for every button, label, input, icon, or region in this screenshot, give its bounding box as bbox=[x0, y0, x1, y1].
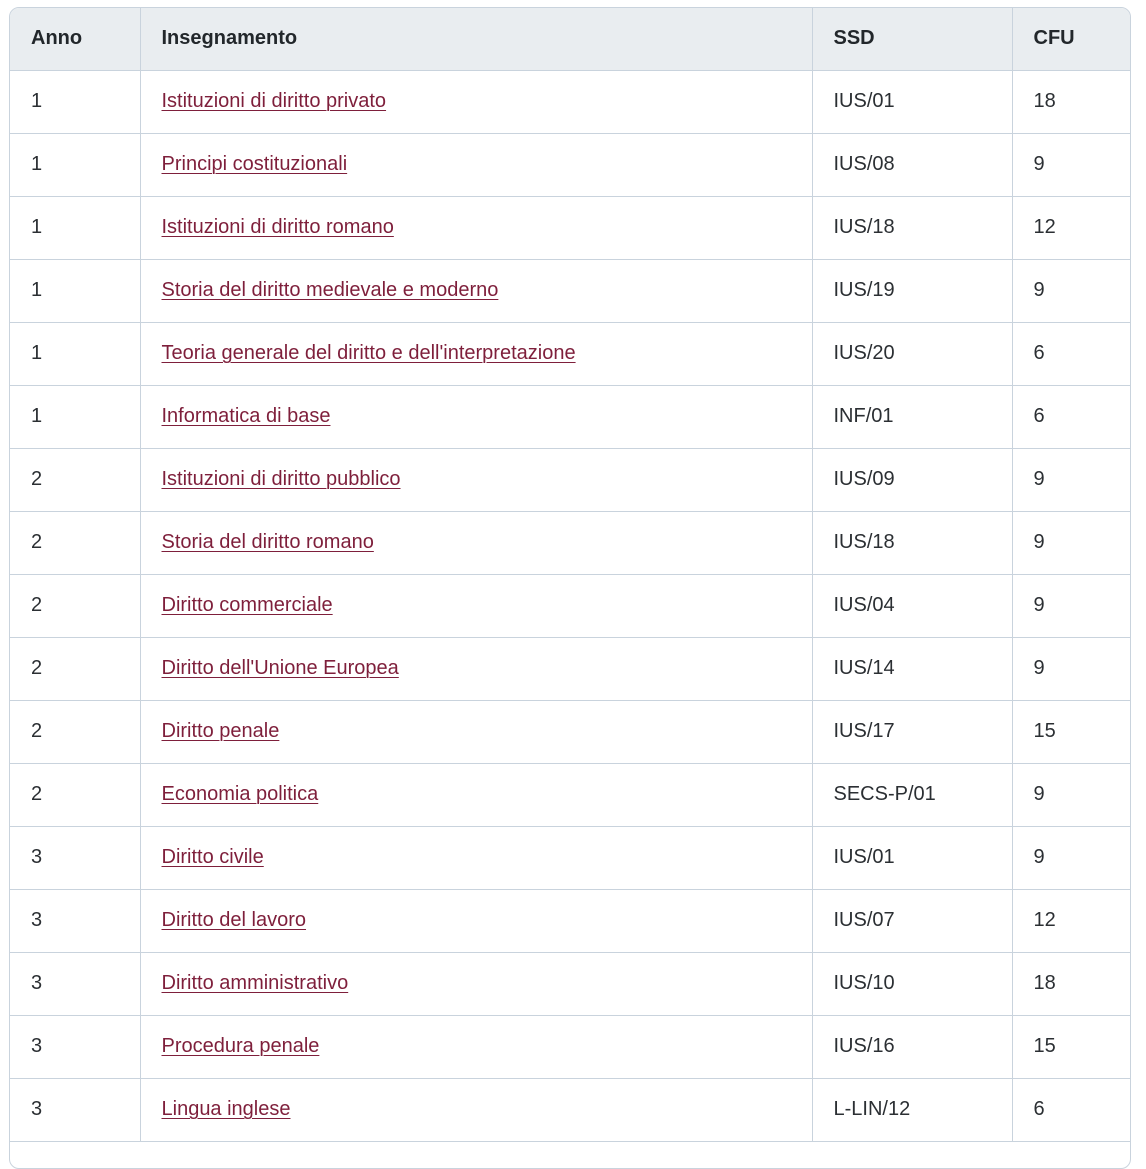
cell-ssd: IUS/19 bbox=[812, 259, 1012, 322]
cell-anno: 2 bbox=[10, 574, 140, 637]
cell-insegnamento bbox=[140, 70, 812, 133]
cell-cfu: 6 bbox=[1012, 1078, 1130, 1141]
cell-ssd: IUS/09 bbox=[812, 448, 1012, 511]
table-row bbox=[10, 952, 1130, 1015]
cell-anno: 2 bbox=[10, 637, 140, 700]
cell-cfu: 12 bbox=[1012, 889, 1130, 952]
cell-cfu: 6 bbox=[1012, 322, 1130, 385]
cell-insegnamento bbox=[140, 574, 812, 637]
cell-anno: 1 bbox=[10, 259, 140, 322]
cell-anno: 3 bbox=[10, 889, 140, 952]
cell-insegnamento bbox=[140, 448, 812, 511]
cell-ssd: IUS/01 bbox=[812, 70, 1012, 133]
cell-cfu: 12 bbox=[1012, 196, 1130, 259]
course-link[interactable]: Informatica di base bbox=[161, 405, 331, 427]
course-link[interactable]: Lingua inglese bbox=[161, 1098, 291, 1120]
table-row bbox=[10, 322, 1130, 385]
table-row bbox=[10, 385, 1130, 448]
course-link[interactable]: Teoria generale del diritto e dell'interpretazione bbox=[161, 342, 576, 364]
column-header-cfu: CFU bbox=[1012, 8, 1130, 70]
cell-cfu: 9 bbox=[1012, 637, 1130, 700]
cell-anno: 1 bbox=[10, 133, 140, 196]
cell-ssd: IUS/18 bbox=[812, 196, 1012, 259]
column-header-insegnamento: Insegnamento bbox=[140, 8, 812, 70]
cell-ssd: IUS/16 bbox=[812, 1015, 1012, 1078]
cell-ssd: IUS/01 bbox=[812, 826, 1012, 889]
cell-cfu: 9 bbox=[1012, 763, 1130, 826]
cell-anno: 2 bbox=[10, 700, 140, 763]
course-link[interactable]: Storia del diritto medievale e moderno bbox=[161, 279, 499, 301]
cell-ssd: INF/01 bbox=[812, 385, 1012, 448]
course-link[interactable]: Storia del diritto romano bbox=[161, 531, 374, 553]
cell-ssd: SECS-P/01 bbox=[812, 763, 1012, 826]
course-link[interactable]: Istituzioni di diritto privato bbox=[161, 90, 387, 112]
course-link[interactable]: Diritto civile bbox=[161, 846, 264, 868]
table-row bbox=[10, 1078, 1130, 1141]
cell-ssd: IUS/10 bbox=[812, 952, 1012, 1015]
cell-anno: 3 bbox=[10, 1078, 140, 1141]
cell-anno: 3 bbox=[10, 1015, 140, 1078]
cell-cfu: 9 bbox=[1012, 826, 1130, 889]
cell-cfu: 18 bbox=[1012, 952, 1130, 1015]
course-link[interactable]: Diritto amministrativo bbox=[161, 972, 349, 994]
cell-ssd: IUS/04 bbox=[812, 574, 1012, 637]
cell-ssd: IUS/17 bbox=[812, 700, 1012, 763]
cell-cfu: 18 bbox=[1012, 70, 1130, 133]
table-row bbox=[10, 826, 1130, 889]
cell-insegnamento bbox=[140, 385, 812, 448]
course-link[interactable]: Diritto dell'Unione Europea bbox=[161, 657, 399, 679]
cell-insegnamento bbox=[140, 259, 812, 322]
cell-ssd: IUS/18 bbox=[812, 511, 1012, 574]
cell-anno: 3 bbox=[10, 952, 140, 1015]
cell-cfu: 15 bbox=[1012, 1015, 1130, 1078]
cell-cfu: 9 bbox=[1012, 259, 1130, 322]
cell-cfu: 6 bbox=[1012, 385, 1130, 448]
course-link[interactable]: Diritto commerciale bbox=[161, 594, 333, 616]
table-row bbox=[10, 574, 1130, 637]
cell-ssd: IUS/20 bbox=[812, 322, 1012, 385]
table-row bbox=[10, 763, 1130, 826]
header-row bbox=[10, 8, 1130, 70]
table-row bbox=[10, 1015, 1130, 1078]
cell-insegnamento bbox=[140, 763, 812, 826]
cell-anno: 2 bbox=[10, 763, 140, 826]
cell-ssd: IUS/14 bbox=[812, 637, 1012, 700]
cell-insegnamento bbox=[140, 322, 812, 385]
course-link[interactable]: Istituzioni di diritto romano bbox=[161, 216, 394, 238]
cell-anno: 2 bbox=[10, 448, 140, 511]
cell-ssd: IUS/08 bbox=[812, 133, 1012, 196]
cell-cfu: 9 bbox=[1012, 511, 1130, 574]
cell-ssd: L-LIN/12 bbox=[812, 1078, 1012, 1141]
cell-insegnamento bbox=[140, 700, 812, 763]
table-row bbox=[10, 259, 1130, 322]
course-link[interactable]: Procedura penale bbox=[161, 1035, 320, 1057]
table-row bbox=[10, 700, 1130, 763]
table-row bbox=[10, 889, 1130, 952]
course-link[interactable]: Economia politica bbox=[161, 783, 319, 805]
course-link[interactable]: Diritto del lavoro bbox=[161, 909, 307, 931]
cell-anno: 3 bbox=[10, 826, 140, 889]
cell-cfu: 15 bbox=[1012, 700, 1130, 763]
table-row bbox=[10, 70, 1130, 133]
cell-cfu: 9 bbox=[1012, 448, 1130, 511]
cell-anno: 1 bbox=[10, 196, 140, 259]
cell-anno: 1 bbox=[10, 70, 140, 133]
cell-insegnamento bbox=[140, 1015, 812, 1078]
cell-anno: 1 bbox=[10, 322, 140, 385]
cell-insegnamento bbox=[140, 952, 812, 1015]
table-row bbox=[10, 196, 1130, 259]
cell-insegnamento bbox=[140, 889, 812, 952]
table-header bbox=[10, 8, 1130, 70]
cell-insegnamento bbox=[140, 133, 812, 196]
table-row bbox=[10, 133, 1130, 196]
column-header-anno: Anno bbox=[10, 8, 140, 70]
cell-insegnamento bbox=[140, 511, 812, 574]
cell-insegnamento bbox=[140, 826, 812, 889]
table-row bbox=[10, 511, 1130, 574]
course-link[interactable]: Principi costituzionali bbox=[161, 153, 348, 175]
courses-table bbox=[10, 8, 1130, 1142]
cell-cfu: 9 bbox=[1012, 574, 1130, 637]
cell-anno: 2 bbox=[10, 511, 140, 574]
table-row bbox=[10, 448, 1130, 511]
cell-cfu: 9 bbox=[1012, 133, 1130, 196]
table-body bbox=[10, 70, 1130, 1141]
cell-insegnamento bbox=[140, 1078, 812, 1141]
course-link[interactable]: Diritto penale bbox=[161, 720, 280, 742]
column-header-ssd: SSD bbox=[812, 8, 1012, 70]
cell-insegnamento bbox=[140, 196, 812, 259]
courses-table-container bbox=[9, 7, 1131, 1169]
cell-insegnamento bbox=[140, 637, 812, 700]
cell-ssd: IUS/07 bbox=[812, 889, 1012, 952]
table-row bbox=[10, 637, 1130, 700]
cell-anno: 1 bbox=[10, 385, 140, 448]
course-link[interactable]: Istituzioni di diritto pubblico bbox=[161, 468, 401, 490]
